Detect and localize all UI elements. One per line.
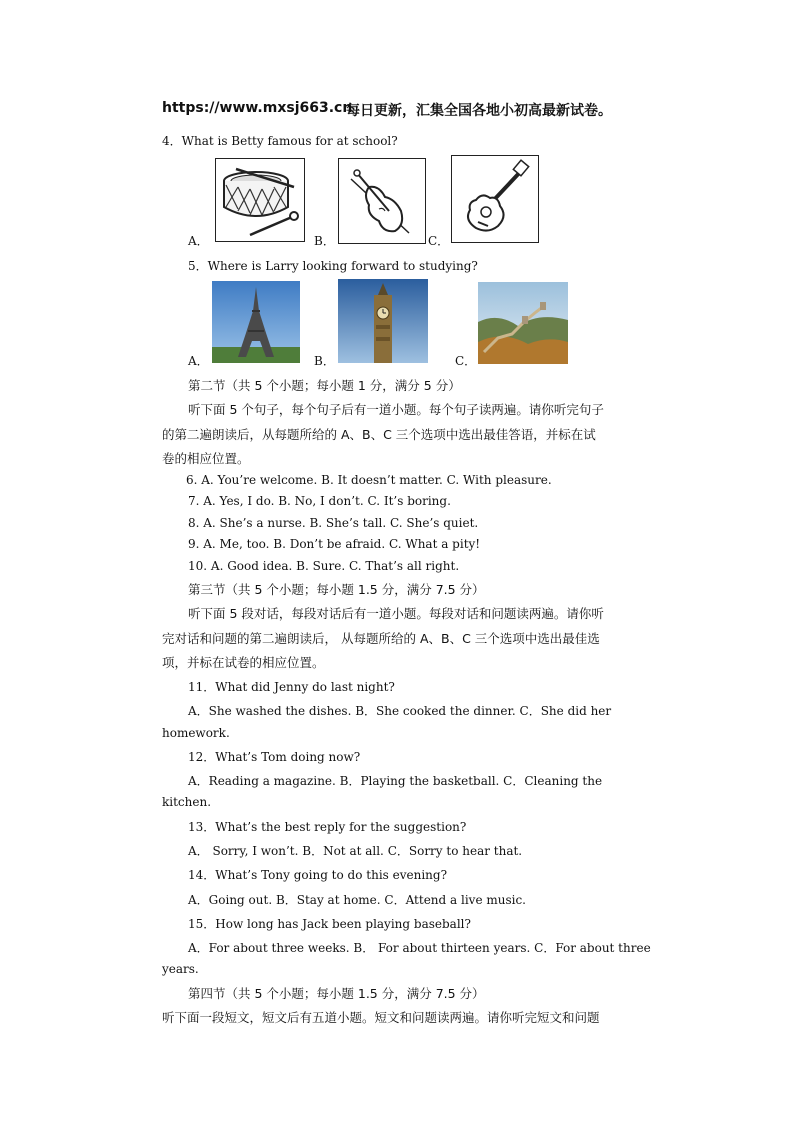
- q12-options-continued: kitchen.: [162, 795, 212, 809]
- drum-image: [215, 158, 305, 242]
- q4-stem: 4．What is Betty famous for at school?: [162, 134, 398, 148]
- section3-instruction-line3: 项，并标在试卷的相应位置。: [162, 655, 325, 670]
- site-url: https://www.mxsj663.cn: [162, 100, 353, 116]
- great-wall-photo: [478, 282, 568, 364]
- header-slogan: 每日更新，汇集全国各地小初高最新试卷。: [346, 103, 612, 119]
- q15-options: A．For about three weeks. B． For about thirteen years. C．For about three: [188, 941, 651, 955]
- q5-option-c-label: C．: [455, 354, 477, 368]
- q5-option-a-label: A．: [188, 354, 209, 368]
- q13-options: A． Sorry, I won’t. B．Not at all. C．Sorry to hear that.: [188, 844, 523, 858]
- section2-instruction-line1: 听下面 5 个句子，每个句子后有一道小题。每个句子读两遍。请你听完句子: [188, 402, 604, 417]
- section2-instruction-line2: 的第二遍朗读后，从每题所给的 A、B、C 三个选项中选出最佳答语，并标在试: [162, 427, 596, 442]
- q4-option-b-label: B．: [314, 234, 335, 248]
- q14-options: A．Going out. B．Stay at home. C．Attend a live music.: [188, 893, 526, 907]
- q7-options: 7. A. Yes, I do. B. No, I don’t. C. It’s boring.: [188, 494, 451, 508]
- section2-instruction-line3: 卷的相应位置。: [162, 451, 250, 466]
- section3-instruction-line2: 完对话和问题的第二遍朗读后， 从每题所给的 A、B、C 三个选项中选出最佳选: [162, 631, 600, 646]
- q8-options: 8. A. She’s a nurse. B. She’s tall. C. She’s quiet.: [188, 516, 479, 530]
- section4-title: 第四节（共 5 个小题；每小题 1.5 分，满分 7.5 分）: [188, 986, 485, 1001]
- section3-instruction-line1: 听下面 5 段对话，每段对话后有一道小题。每段对话和问题读两遍。请你听: [188, 606, 604, 621]
- violin-image: [338, 158, 426, 244]
- q11-stem: 11．What did Jenny do last night?: [188, 680, 395, 694]
- eiffel-tower-photo: [212, 281, 300, 363]
- q4-option-a-label: A．: [188, 234, 209, 248]
- q10-options: 10. A. Good idea. B. Sure. C. That’s all right.: [188, 559, 460, 573]
- q15-stem: 15．How long has Jack been playing baseball?: [188, 917, 471, 931]
- q5-stem: 5．Where is Larry looking forward to studying?: [188, 259, 478, 273]
- guitar-image: [451, 155, 539, 243]
- q5-option-b-label: B．: [314, 354, 335, 368]
- q6-options: 6. A. You’re welcome. B. It doesn’t matter. C. With pleasure.: [186, 473, 552, 487]
- q13-stem: 13．What’s the best reply for the suggestion?: [188, 820, 467, 834]
- q14-stem: 14．What’s Tony going to do this evening?: [188, 868, 448, 882]
- big-ben-photo: [338, 279, 428, 363]
- section4-instruction-line1: 听下面一段短文，短文后有五道小题。短文和问题读两遍。请你听完短文和问题: [162, 1010, 600, 1025]
- q15-options-continued: years.: [162, 962, 199, 976]
- q9-options: 9. A. Me, too. B. Don’t be afraid. C. What a pity!: [188, 537, 481, 551]
- q12-stem: 12．What’s Tom doing now?: [188, 750, 361, 764]
- section2-title: 第二节（共 5 个小题；每小题 1 分，满分 5 分）: [188, 378, 461, 393]
- q11-options: A．She washed the dishes. B．She cooked the dinner. C．She did her: [188, 704, 612, 718]
- q4-option-c-label: C．: [428, 234, 450, 248]
- section3-title: 第三节（共 5 个小题；每小题 1.5 分，满分 7.5 分）: [188, 582, 485, 597]
- q11-options-continued: homework.: [162, 726, 230, 740]
- q12-options: A．Reading a magazine. B．Playing the basketball. C．Cleaning the: [188, 774, 603, 788]
